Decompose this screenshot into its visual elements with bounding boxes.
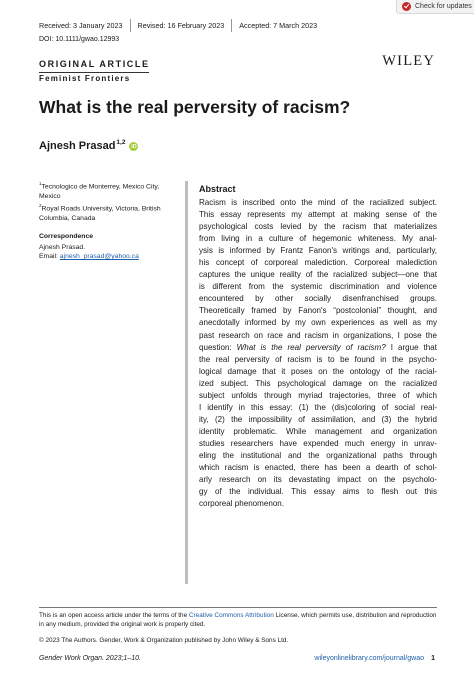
email-link[interactable]: ajnesh_prasad@yahoo.ca: [59, 253, 139, 261]
correspondence-block: [39, 243, 139, 262]
affiliation-2: [39, 201, 169, 223]
correspondence-name: Ajnesh Prasad.: [39, 244, 86, 251]
affiliation-text: Royal Roads University, Victoria, British Columbia, Canada: [39, 205, 161, 222]
check-icon: [402, 2, 411, 11]
abstract-line: anecdotally informed by my own experiences as well as my: [199, 318, 437, 328]
abstract-line: studies researchers have expended much energy in unrav-: [199, 438, 437, 448]
abstract-line: captures the unique reality of the racialized subject—one that: [199, 270, 437, 280]
affiliation-1: [39, 179, 169, 201]
abstract-text: [199, 197, 437, 510]
abstract-line: logical damage that it poses on the ontology of the racial-: [199, 366, 437, 376]
abstract-line: which racism is enacted, there has been a dearth of schol-: [199, 463, 437, 473]
abstract-line: ized subject. This psychological damage on the racialized: [199, 378, 437, 388]
check-for-updates-button[interactable]: [396, 0, 474, 14]
revised-date: Revised: 16 February 2023: [137, 21, 225, 30]
article-title: What is the real perversity of racism?: [39, 97, 351, 117]
correspondence-heading: Correspondence: [39, 233, 94, 240]
abstract-line: the real perversity of racism is to be found in the psycho-: [199, 354, 437, 364]
abstract-line: question: What is the real perversity of racism? I argue that: [199, 342, 437, 352]
abstract-line: subject unfolds through myriad trajectories, three of which: [199, 390, 437, 400]
check-for-updates-label: Check for updates: [415, 3, 472, 10]
abstract-heading: Abstract: [199, 184, 236, 194]
footer-rule: [39, 607, 437, 608]
abstract-line: encountered by other socially disenfranchised groups.: [199, 294, 437, 304]
affiliation-number: 1: [39, 181, 42, 186]
abstract-line: from living in a culture of hegemonic whiteness. My anal-: [199, 234, 437, 244]
received-date: Received: 3 January 2023: [39, 21, 123, 30]
abstract-line: is different from the systemic discrimination and violence: [199, 282, 437, 292]
copyright-notice: © 2023 The Authors. Gender, Work & Organization published by John Wiley & Sons Ltd.: [39, 637, 289, 644]
date-divider: [130, 19, 131, 32]
abstract-line: Theoretically framed by Fanon's “postcolonial” thought, and: [199, 306, 437, 316]
abstract-line: his concept of corporeal malediction. Corporeal malediction: [199, 258, 437, 268]
orcid-icon[interactable]: iD: [131, 143, 137, 150]
license-text: License, which permits use, distribution and reproduction in any medium, provided the original work is properly cited.: [39, 612, 437, 629]
abstract-line: I identify in this essay: (1) the (dis)coloring of social real-: [199, 402, 437, 412]
abstract-line: ysis is informed by Frantz Fanon's writings and, particularly,: [199, 246, 437, 256]
accepted-date: Accepted: 7 March 2023: [239, 21, 318, 30]
journal-citation: Gender Work Organ. 2023;1–10.: [39, 655, 141, 662]
abstract-line: corporeal phenomenon.: [199, 499, 284, 509]
abstract-line: This essay represents my attempt at making sense of the: [199, 210, 437, 220]
affiliation-text: Tecnologico de Monterrey, Mexico City, Mexico: [39, 183, 160, 200]
abstract-box: [185, 181, 437, 584]
creative-commons-link[interactable]: Creative Commons Attribution: [188, 612, 274, 619]
abstract-line: arly research on its devastating impact on the psycholo-: [199, 475, 437, 485]
affiliation-number: 2: [39, 203, 42, 208]
author-affiliation-marks: 1,2: [116, 139, 126, 146]
abstract-line: psychological costs levied by the racism that materializes: [199, 222, 437, 232]
email-label: Email:: [39, 253, 58, 261]
journal-website-link[interactable]: wileyonlinelibrary.com/journal/gwao: [314, 655, 424, 662]
publisher-logo: WILEY: [382, 53, 435, 69]
doi: DOI: 10.1111/gwao.12993: [39, 36, 120, 43]
section-name: Feminist Frontiers: [39, 74, 131, 83]
header-rule: [39, 72, 149, 73]
article-dates: [39, 19, 317, 32]
author-name: Ajnesh Prasad: [39, 140, 116, 152]
page-number: 1: [431, 655, 435, 662]
abstract-line: eling the institutional and the organizational paths through: [199, 450, 437, 460]
abstract-question: What is the real perversity of racism?: [236, 342, 386, 352]
license-text: This is an open access article under the terms of the: [39, 612, 189, 619]
abstract-line: gy of the individual. This essay aims to flesh out this: [199, 487, 437, 497]
author-line: [39, 140, 138, 152]
date-divider: [231, 19, 232, 32]
abstract-line: Racism is inscribed onto the mind of the racialized subject.: [199, 198, 437, 207]
abstract-line: identity problematic. While management and organization: [199, 426, 437, 436]
abstract-line: ity, (2) the impossibility of assimilation, and (3) the hybrid: [199, 414, 437, 424]
article-type: ORIGINAL ARTICLE: [39, 59, 150, 69]
abstract-line: past research on race and racism in organizations, I pose the: [199, 330, 437, 340]
license-statement: [39, 611, 437, 630]
